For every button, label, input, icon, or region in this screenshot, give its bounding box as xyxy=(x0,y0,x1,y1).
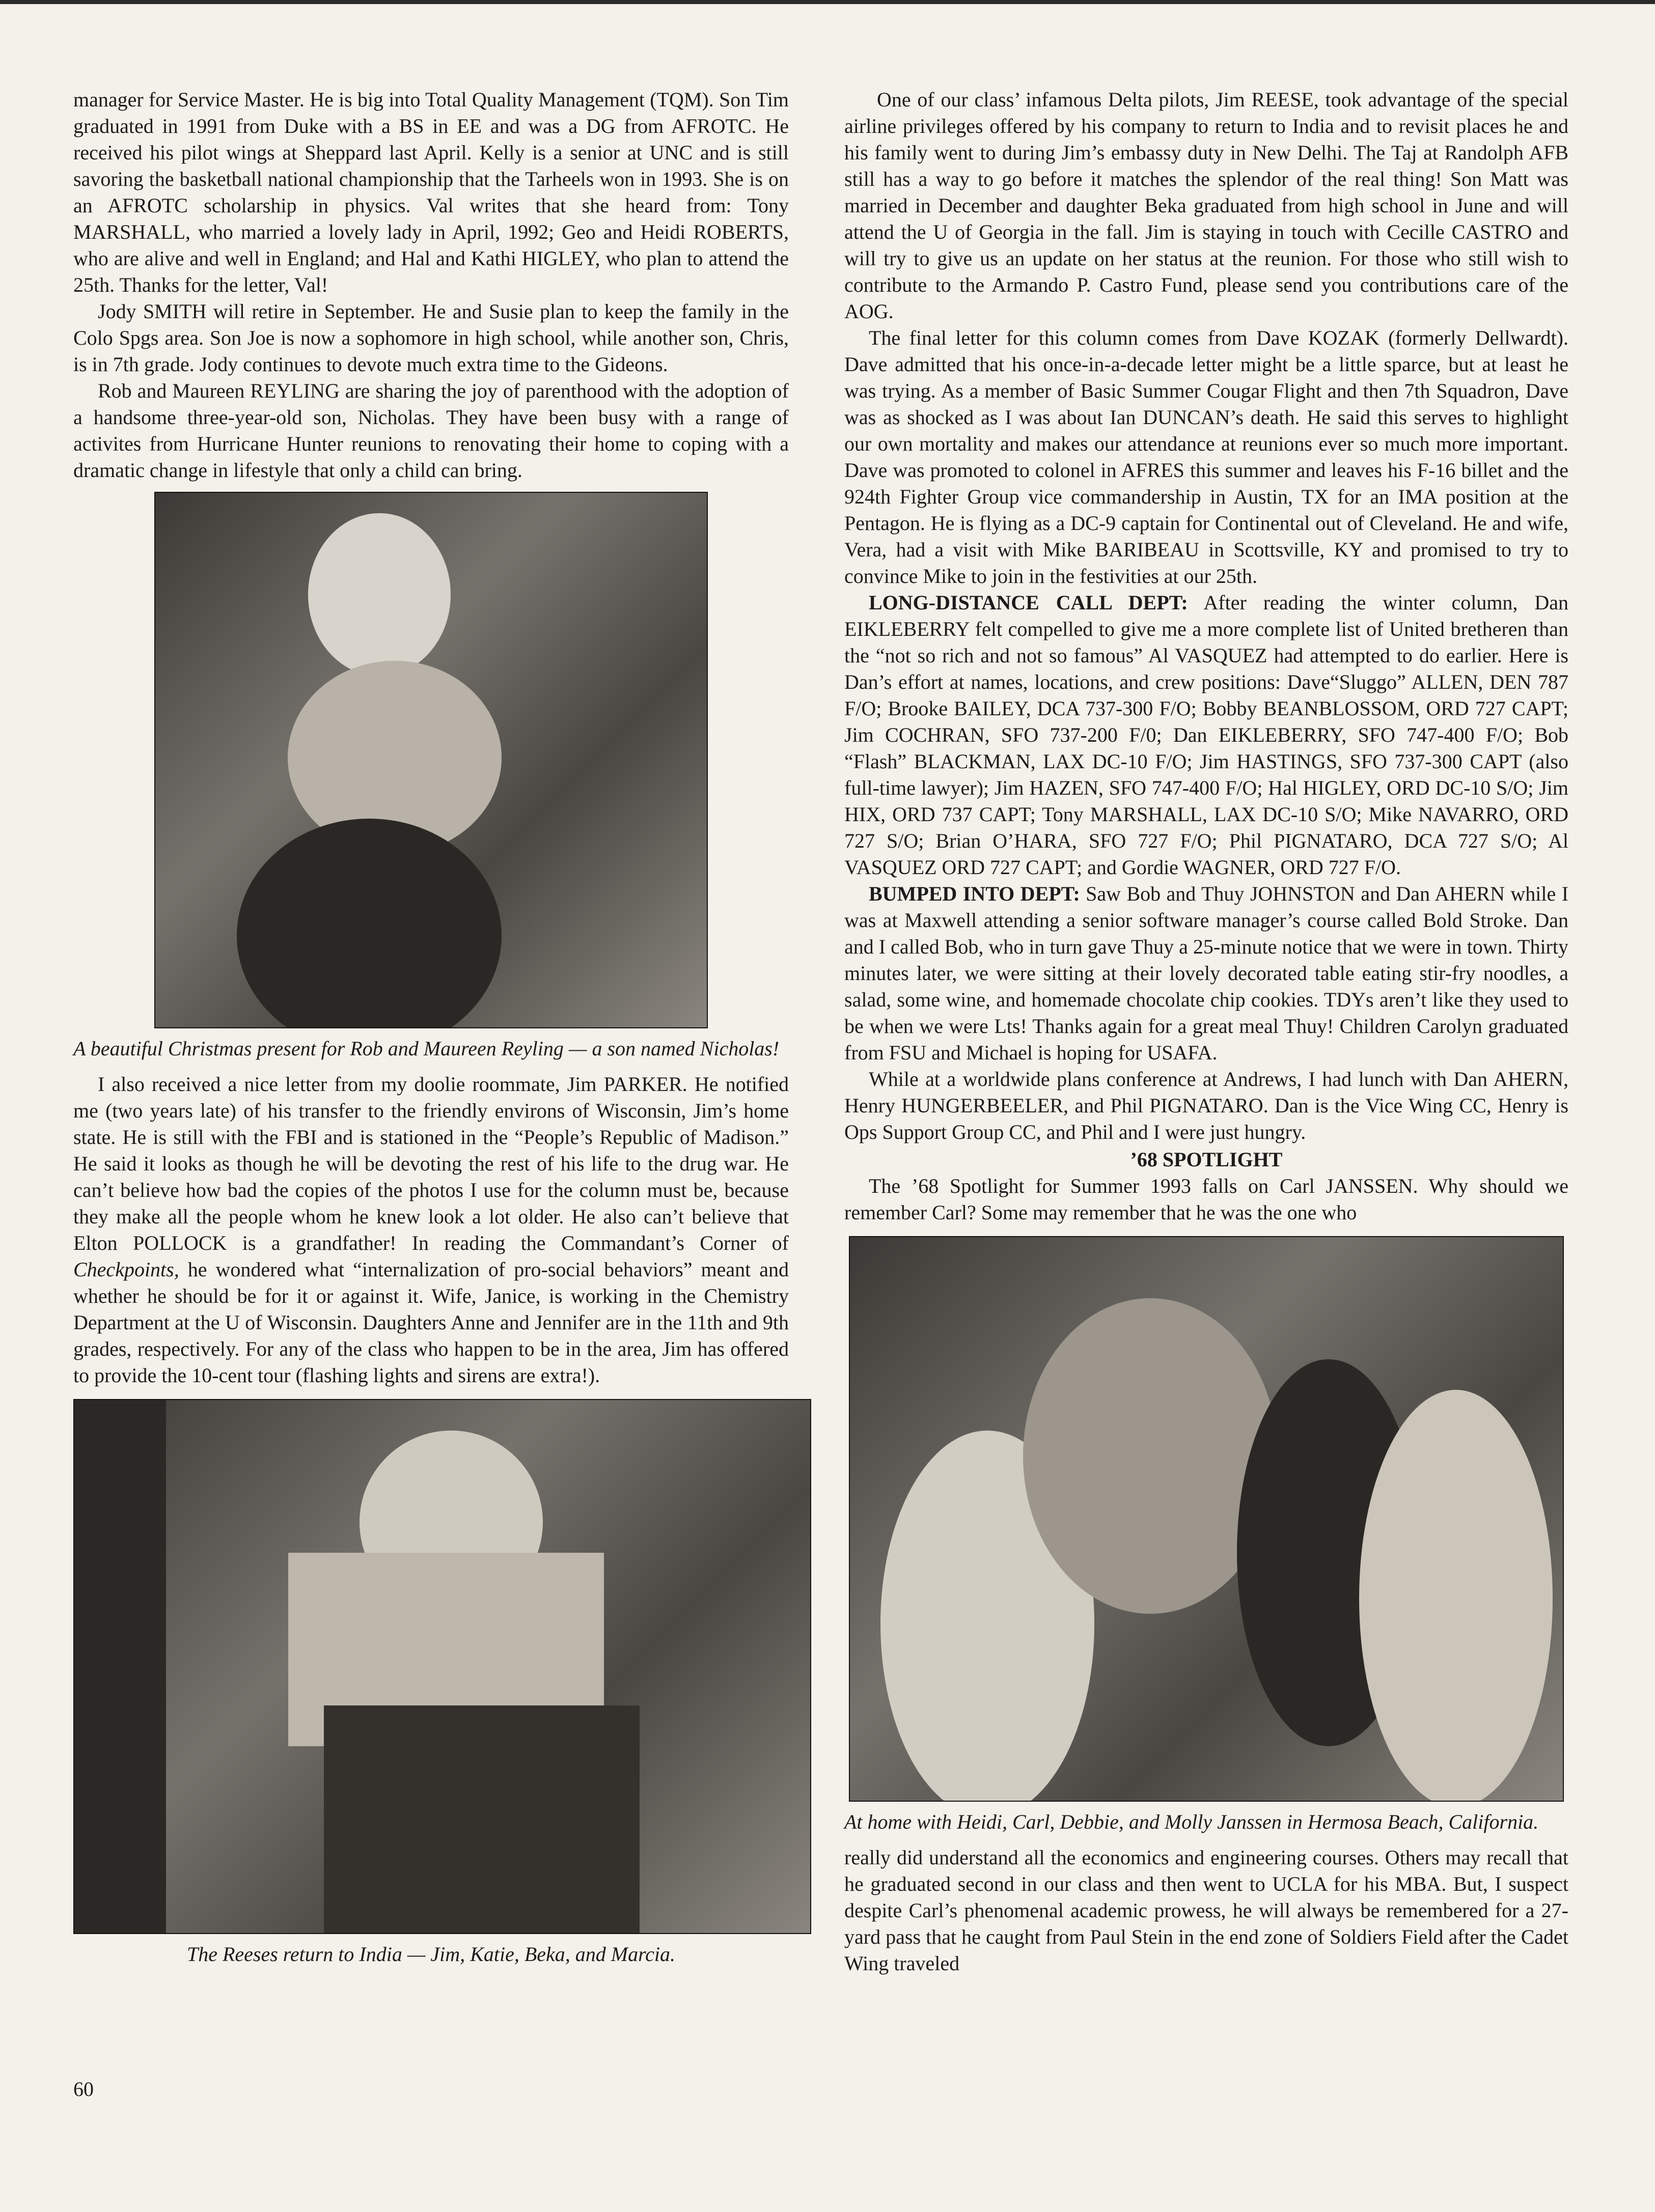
publication-title: Checkpoints, xyxy=(73,1258,179,1281)
top-rule xyxy=(0,0,1655,4)
photo-figure-woman xyxy=(237,819,502,1028)
paragraph: The final letter for this column comes from Dave KOZAK (formerly Dellwardt). Dave admitted that his once-in-a-decade letter might be a little sparce, but at least he was trying. As a member of Basic Summer Cougar Flight and then 7th Squadron, Dave was as shocked as I was about Ian DUNCAN’s death. He said this serves to highlight our own mortality and makes our attendance at reunions ever so much more important. Dave was promoted to colonel in AFRES this summer and leaves his F-16 billet and the 924th Fighter Group vice commandership in Austin, TX for an IMA position at the Pentagon. He is flying as a DC-9 captain for Continental out of Cleveland. He and wife, Vera, had a visit with Mike BARIBEAU in Scottsville, KY and promised to try to convince Mike to join in the festivities at our 25th. xyxy=(844,326,1568,587)
section-heading: ’68 SPOTLIGHT xyxy=(1130,1148,1283,1171)
right-column xyxy=(844,87,1568,1977)
left-column xyxy=(73,87,789,1977)
paragraph: Rob and Maureen REYLING are sharing the joy of parenthood with the adoption of a handsome three-year-old son, Nicholas. They have been busy with a range of activites from Hurricane Hunter reunions to renovating their home to coping with a dramatic change in lifestyle that only a child can bring. xyxy=(73,379,789,482)
photo-janssen-family xyxy=(849,1236,1564,1802)
text-span: I also received a nice letter from my doolie roommate, Jim PARKER. He notified me (two years late) of his transfer to the friendly environs of Wisconsin, Jim’s home state. He is still with the FBI and is stationed in the “People’s Republic of Madison.” He said it looks as though he will be devoting the rest of his life to the drug war. He can’t believe how bad the copies of the photos I use for the column must be, because they make all the people whom he knew look a lot older. He also can’t believe that Elton POLLOCK is a grandfather! In reading the Commandant’s Corner of xyxy=(73,1073,789,1254)
paragraph: really did understand all the economics and engineering courses. Others may recall that he graduated second in our class and then went to UCLA for his MBA. But, I suspect despite Carl’s phenomenal academic prowess, he will always be remembered for a 27-yard pass that he caught from Paul Stein in the end zone of Soldiers Field after the Cadet Wing traveled xyxy=(844,1846,1568,1975)
photo-trees xyxy=(74,1400,166,1933)
photo-figure-child xyxy=(308,513,451,676)
paragraph: The ’68 Spotlight for Summer 1993 falls on Carl JANSSEN. Why should we remember Carl? Some may remember that he was the one who xyxy=(844,1174,1568,1224)
dept-heading: BUMPED INTO DEPT: xyxy=(869,882,1080,905)
paragraph: manager for Service Master. He is big into Total Quality Management (TQM). Son Tim graduated in 1991 from Duke with a BS in EE and was a DG from AFROTC. He received his pilot wings at Sheppard last April. Kelly is a senior at UNC and is still savoring the basketball national championship that the Tarheels won in 1993. She is on an AFROTC scholarship in physics. Val writes that she heard from: Tony MARSHALL, who married a lovely lady in April, 1992; Geo and Heidi ROBERTS, who are alive and well in England; and Hal and Kathi HIGLEY, who plan to attend the 25th. Thanks for the letter, Val! xyxy=(73,88,789,296)
paragraph: One of our class’ infamous Delta pilots, Jim REESE, took advantage of the special airline privileges offered by his company to return to India and to revisit places he and his family went to during Jim’s embassy duty in New Delhi. The Taj at Randolph AFB still has a way to go before it matches the splendor of the real thing! Son Matt was married in December and daughter Beka graduated from high school in June and will attend the U of Georgia in the fall. Jim is staying in touch with Cecille CASTRO and will try to give us an update on her status at the reunion. For those who still wish to contribute to the Armando P. Castro Fund, please send you contributions care of the AOG. xyxy=(844,88,1568,323)
photo-reeses-india xyxy=(73,1399,811,1934)
text-span: After reading the winter column, Dan EIKLEBERRY felt compelled to give me a more complete list of United bretheren than the “not so rich and not so famous” Al VASQUEZ had attempted to do earlier. Here is Dan’s effort at names, locations, and crew positions: Dave“Sluggo” ALLEN, DEN 787 F/O; Brooke BAILEY, DCA 737-300 F/O; Bobby BEANBLOSSOM, ORD 727 CAPT; Jim COCHRAN, SFO 737-200 F/0; Dan EIKLEBERRY, SFO 747-400 F/O; Bob “Flash” BLACKMAN, LAX DC-10 F/O; Jim HASTINGS, SFO 737-300 CAPT (also full-time lawyer); Jim HAZEN, SFO 747-400 F/O; Hal HIGLEY, ORD DC-10 S/O; Jim HIX, ORD 737 CAPT; Tony MARSHALL, LAX DC-10 S/O; Mike NAVARRO, ORD 727 S/O; Brian O’HARA, SFO 727 F/O; Phil PIGNATARO, DCA 727 S/O; Al VASQUEZ ORD 727 CAPT; and Gordie WAGNER, ORD 727 F/O. xyxy=(844,591,1568,879)
photo-caption: The Reeses return to India — Jim, Katie, Beka, and Marcia. xyxy=(186,1943,676,1966)
photo-people xyxy=(324,1705,640,1933)
photo-caption: A beautiful Christmas present for Rob and Maureen Reyling — a son named Nicholas! xyxy=(73,1037,780,1060)
text-span: he wondered what “internalization of pro-social behaviors” meant and whether he should be for it or against it. Wife, Janice, is working in the Chemistry Department at the U of Wisconsin. Daughters Anne and Jennifer are in the 11th and 9th grades, respectively. For any of the class who happen to be in the area, Jim has offered to provide the 10-cent tour (flashing lights and sirens are extra!). xyxy=(73,1258,789,1387)
dept-heading: LONG-DISTANCE CALL DEPT: xyxy=(869,591,1188,614)
photo-caption: At home with Heidi, Carl, Debbie, and Molly Janssen in Hermosa Beach, California. xyxy=(844,1810,1539,1833)
page-number: 60 xyxy=(73,2078,94,2101)
paragraph xyxy=(844,590,1568,881)
photo-reyling-family xyxy=(154,492,708,1028)
paragraph: Jody SMITH will retire in September. He and Susie plan to keep the family in the Colo Spgs area. Son Joe is now a sophomore in high school, while another son, Chris, is in 7th grade. Jody continues to devote much extra time to the Gideons. xyxy=(73,300,789,376)
paragraph: While at a worldwide plans conference at Andrews, I had lunch with Dan AHERN, Henry HUNGERBEELER, and Phil PIGNATARO. Dan is the Vice Wing CC, Henry is Ops Support Group CC, and Phil and I were just hungry. xyxy=(844,1068,1568,1143)
paragraph xyxy=(73,1071,789,1389)
paragraph xyxy=(844,881,1568,1066)
photo-figure-molly xyxy=(1359,1390,1553,1802)
text-span: Saw Bob and Thuy JOHNSTON and Dan AHERN while I was at Maxwell attending a senior software manager’s course called Bold Stroke. Dan and I called Bob, who in turn gave Thuy a 25-minute notice that we were in town. Thirty minutes later, we were sitting at their lovely decorated table eating stir-fry noodles, a salad, some wine, and homemade chocolate chip cookies. TDYs aren’t like they used to be when we were Lts! Thanks again for a great meal Thuy! Children Carolyn graduated from FSU and Michael is hoping for USAFA. xyxy=(844,882,1569,1064)
